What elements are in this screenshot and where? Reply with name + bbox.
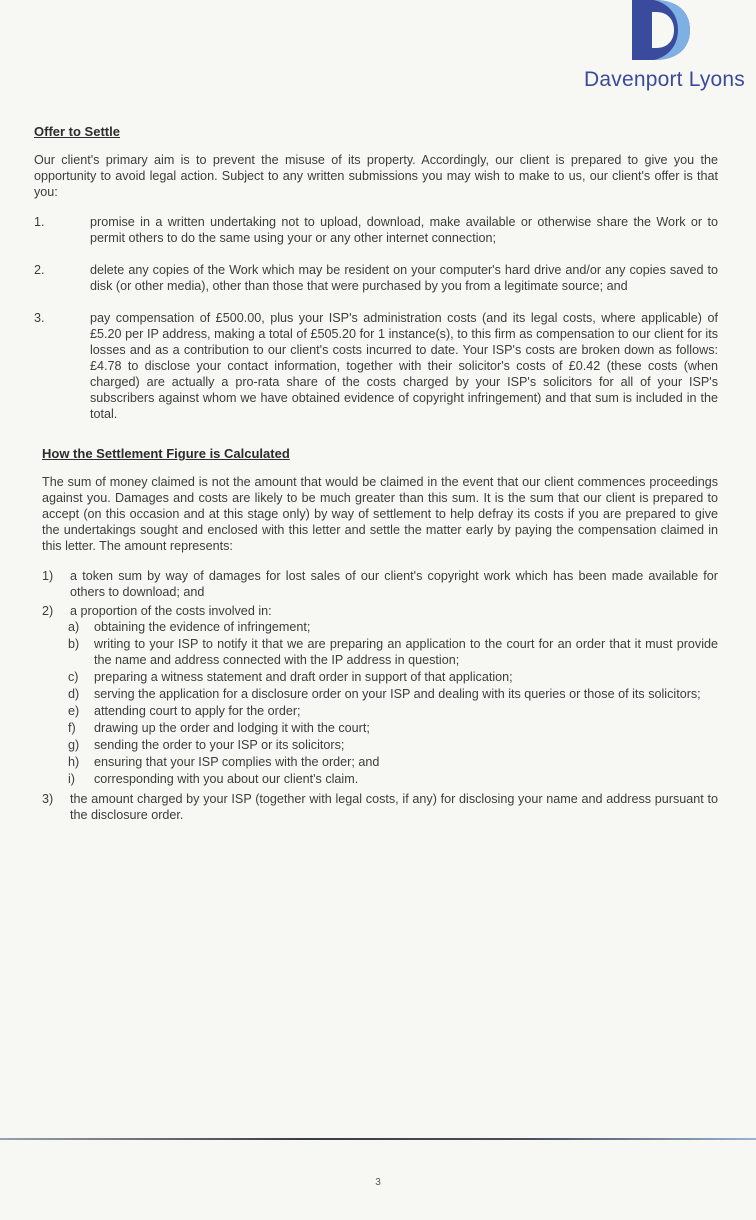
offer-item-text: pay compensation of £500.00, plus your ISP's administration costs (and its legal costs, where applicable) of £5.20 per IP address, making a total of £505.20 for 1 instance(s), to this firm as compensation to our client for its losses and as a contribution to our client's costs incurred to date. Your ISP's costs are broken down as follows: £4.78 to disclose your contact information, together with their solicitor's costs of £0.42 (these costs (when charged) are actually a pro-rata share of the costs charged by your ISP's solicitors for all of your ISP's subscribers against whom we have obtained evidence of copyright infringement) and that sum is included in the total.: [90, 311, 718, 421]
sublist-item-text: writing to your ISP to notify it that we are preparing an application to the court for an order that it must provide the name and address connected with the IP address in question;: [94, 637, 718, 667]
offer-item-number: 2.: [34, 263, 45, 277]
sublist-item: [68, 720, 718, 736]
settlement-calculation-heading: How the Settlement Figure is Calculated: [42, 446, 290, 461]
sublist-item-letter: e): [68, 704, 80, 718]
offer-item-text: delete any copies of the Work which may be resident on your computer's hard drive and/or any copies saved to disk (or other media), other than those that were purchased by you from a legitimate source; and: [90, 263, 718, 293]
offer-item-text: promise in a written undertaking not to upload, download, make available or otherwise share the Work or to permit others to do the same using your or any other internet connection;: [90, 215, 718, 245]
sublist-item-text: attending court to apply for the order;: [94, 704, 301, 718]
letter-body: [34, 124, 718, 826]
list-item-number: 2): [42, 604, 54, 618]
page-number: 3: [375, 1177, 381, 1188]
costs-sublist: [68, 619, 718, 787]
sublist-item-text: sending the order to your ISP or its solicitors;: [94, 738, 345, 752]
sublist-item: [68, 737, 718, 753]
sublist-item-text: corresponding with you about our client's claim.: [94, 772, 359, 786]
offer-item: [34, 214, 718, 246]
sublist-item-text: drawing up the order and lodging it with the court;: [94, 721, 370, 735]
list-item-text: the amount charged by your ISP (together with legal costs, if any) for disclosing your name and address pursuant to the disclosure order.: [70, 792, 718, 822]
list-item-text: a token sum by way of damages for lost sales of our client's copyright work which has been made available for others to download; and: [70, 569, 718, 599]
amount-breakdown-list: [42, 568, 718, 823]
footer-divider: [0, 1138, 756, 1140]
sublist-item-letter: b): [68, 637, 80, 651]
list-item-number: 1): [42, 569, 54, 583]
company-name: Davenport Lyons: [584, 68, 745, 91]
sublist-item-text: preparing a witness statement and draft order in support of that application;: [94, 670, 513, 684]
offer-item-number: 3.: [34, 311, 45, 325]
sublist-item: [68, 669, 718, 685]
offer-to-settle-heading: Offer to Settle: [34, 124, 120, 139]
sublist-item-letter: h): [68, 755, 80, 769]
sublist-item-text: obtaining the evidence of infringement;: [94, 620, 311, 634]
settlement-intro-paragraph: The sum of money claimed is not the amount that would be claimed in the event that our client commences proceedings against you. Damages and costs are likely to be much greater than this sum. It is the sum that our client is prepared to accept (on this occasion and at this stage only) by way of settlement to help defray its costs if you are prepared to give the undertakings sought and enclosed with this letter and settle the matter early by paying the compensation claimed in this letter. The amount represents:: [42, 475, 718, 553]
sublist-item: [68, 754, 718, 770]
list-item: [42, 568, 718, 600]
offer-item: [34, 310, 718, 422]
list-item-number: 3): [42, 792, 54, 806]
sublist-item-letter: i): [68, 772, 75, 786]
sublist-item-letter: a): [68, 620, 80, 634]
list-item: [42, 603, 718, 788]
offer-intro-paragraph: Our client's primary aim is to prevent the misuse of its property. Accordingly, our client is prepared to give you the opportunity to avoid legal action. Subject to any written submissions you may wish to make to us, our client's offer is that you:: [34, 153, 718, 199]
list-item-text: a proportion of the costs involved in:: [70, 604, 272, 618]
davenport-lyons-d-logo-icon: [630, 0, 692, 60]
company-logo: [584, 0, 756, 105]
sublist-item-text: serving the application for a disclosure order on your ISP and dealing with its queries or those of its solicitors;: [94, 687, 701, 701]
offer-item-number: 1.: [34, 215, 45, 229]
sublist-item: [68, 771, 718, 787]
sublist-item-letter: c): [68, 670, 79, 684]
offer-item: [34, 262, 718, 294]
sublist-item-letter: f): [68, 721, 76, 735]
list-item: [42, 791, 718, 823]
sublist-item: [68, 703, 718, 719]
sublist-item-text: ensuring that your ISP complies with the order; and: [94, 755, 380, 769]
sublist-item: [68, 636, 718, 668]
sublist-item: [68, 686, 718, 702]
sublist-item: [68, 619, 718, 635]
sublist-item-letter: g): [68, 738, 80, 752]
sublist-item-letter: d): [68, 687, 80, 701]
